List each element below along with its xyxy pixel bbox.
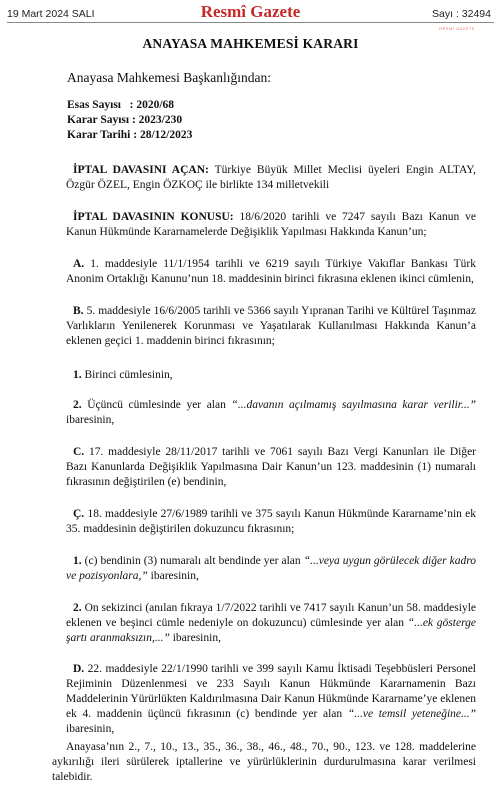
decision-date: Karar Tarihi : 28/12/2023	[67, 129, 193, 141]
subject-label: İPTAL DAVASININ KONUSU:	[73, 211, 234, 223]
gazette-header	[0, 0, 501, 30]
item-b-text: 5. maddesiyle 16/6/2005 tarihli ve 5366 sayılı Yıpranan Tarihi ve Kültürel Taşınmaz Varlıkların Yenilenerek Korunması ve Yaşatılarak Kullanılması Hakkında Kanun’a eklenen geçici 1. maddenin birinci fıkrasının;	[66, 305, 476, 347]
item-d-post: ibaresinin,	[66, 723, 115, 735]
item-b1	[66, 368, 476, 383]
item-cc	[66, 507, 476, 537]
plaintiff-text: Türkiye Büyük Millet Meclisi üyeleri Engin ALTAY, Özgür ÖZEL, Engin ÖZKOÇ ile birlikte 134 milletvekili	[66, 164, 476, 191]
item-b1-label: 1.	[73, 369, 82, 381]
item-cc-text: 18. maddesiyle 27/6/1989 tarihli ve 375 sayılı Kanun Hükmünde Kararname’nin ek 35. maddesinin değiştirilen dokuzuncu fıkrasının;	[66, 508, 476, 535]
closing-text: Anayasa’nın 2., 7., 10., 13., 35., 36., 38., 46., 48., 70., 90., 123. ve 128. maddelerine aykırılığı ileri sürülerek iptallerine ve yürürlüklerinin durdurulmasına karar verilmesi talebidir.	[52, 741, 476, 783]
item-c-label: C.	[73, 446, 85, 458]
item-cc2-pre: On sekizinci (anılan fıkraya 1/7/2022 tarihli ve 7417 sayılı Kanun’un 58. maddesiyle eklenen ve beşinci cümle nedeniyle on dokuzuncu) cümlesinde yer alan	[66, 602, 477, 629]
plaintiff-paragraph	[66, 163, 476, 193]
header-date: 19 Mart 2024 SALI	[7, 8, 95, 20]
header-divider	[7, 22, 494, 23]
item-c-text: 17. maddesiyle 28/11/2017 tarihli ve 7061 sayılı Bazı Vergi Kanunları ile Diğer Bazı Kanunlarda Değişiklik Yapılmasına Dair Kanun’un 123. maddesinin (1) numaralı fıkrasının değiştirilen (e) bendinin,	[66, 446, 476, 488]
gazette-watermark: RESMİ GAZETE	[439, 26, 475, 31]
item-d-quote: “...ve temsil yeteneğine...”	[347, 708, 477, 720]
item-b-label: B.	[73, 305, 84, 317]
decision-number: Karar Sayısı : 2023/230	[67, 114, 183, 126]
item-b2-quote: “...davanın açılmamış sayılmasına karar verilir...”	[231, 399, 477, 411]
issue-number: Sayı : 32494	[432, 8, 491, 20]
item-b1-text: Birinci cümlesinin,	[84, 369, 173, 381]
item-cc1-label: 1.	[73, 555, 82, 567]
item-d-pre: 22. maddesiyle 22/1/1990 tarihli ve 399 sayılı Kamu İktisadi Teşebbüsleri Personel Rejiminin Düzenlenmesi ve 233 Sayılı Kanun Hükmünde Kararnamenin Bazı Maddelerinin Yürürlükten Kaldırılmasına Dair Kanun Hükmünde Kararname’ye eklenen ek 4. maddenin üçüncü fıkrasının (c) bendinde yer alan	[66, 663, 476, 720]
item-a-label: A.	[73, 258, 85, 270]
item-c	[66, 445, 476, 490]
item-cc1-pre: (c) bendinin (3) numaralı alt bendinde yer alan	[84, 555, 301, 567]
item-cc2-quote: “...ek gösterge şartı aranmaksızın,...”	[66, 617, 476, 644]
closing-paragraph	[52, 740, 476, 785]
item-cc-label: Ç.	[73, 508, 85, 520]
item-b2	[66, 398, 476, 428]
item-b2-label: 2.	[73, 399, 82, 411]
gazette-title: Resmî Gazete	[200, 2, 301, 21]
item-cc1-quote: “...veya uygun görülecek diğer kadro ve pozisyonlara,”	[66, 555, 477, 582]
item-d-label: D.	[73, 663, 85, 675]
decision-title: ANAYASA MAHKEMESİ KARARI	[142, 36, 359, 51]
item-cc2	[66, 601, 476, 646]
item-cc1-post: ibaresinin,	[150, 570, 199, 582]
item-cc2-label: 2.	[73, 602, 82, 614]
item-b2-post: ibaresinin,	[66, 414, 115, 426]
item-b	[66, 304, 476, 349]
item-a	[66, 257, 476, 287]
subject-text: 18/6/2020 tarihli ve 7247 sayılı Bazı Kanun ve Kanun Hükmünde Kararnamelerde Değişiklik Yapılması Hakkında Kanun’un;	[66, 211, 476, 238]
item-b2-pre: Üçüncü cümlesinde yer alan	[87, 399, 226, 411]
item-a-text: 1. maddesiyle 11/1/1954 tarihli ve 6219 sayılı Türkiye Vakıflar Bankası Türk Anonim Ortaklığı Kanunu’nun 18. maddesinin birinci fıkrasına eklenen ikinci cümlenin,	[66, 258, 476, 285]
court-presidency-line: Anayasa Mahkemesi Başkanlığından:	[67, 70, 271, 85]
item-cc2-post: ibaresinin,	[172, 632, 221, 644]
plaintiff-label: İPTAL DAVASINI AÇAN:	[73, 164, 209, 176]
case-number: Esas Sayısı : 2020/68	[67, 99, 175, 111]
subject-paragraph	[66, 210, 476, 240]
item-d	[66, 662, 476, 737]
item-cc1	[66, 554, 476, 584]
